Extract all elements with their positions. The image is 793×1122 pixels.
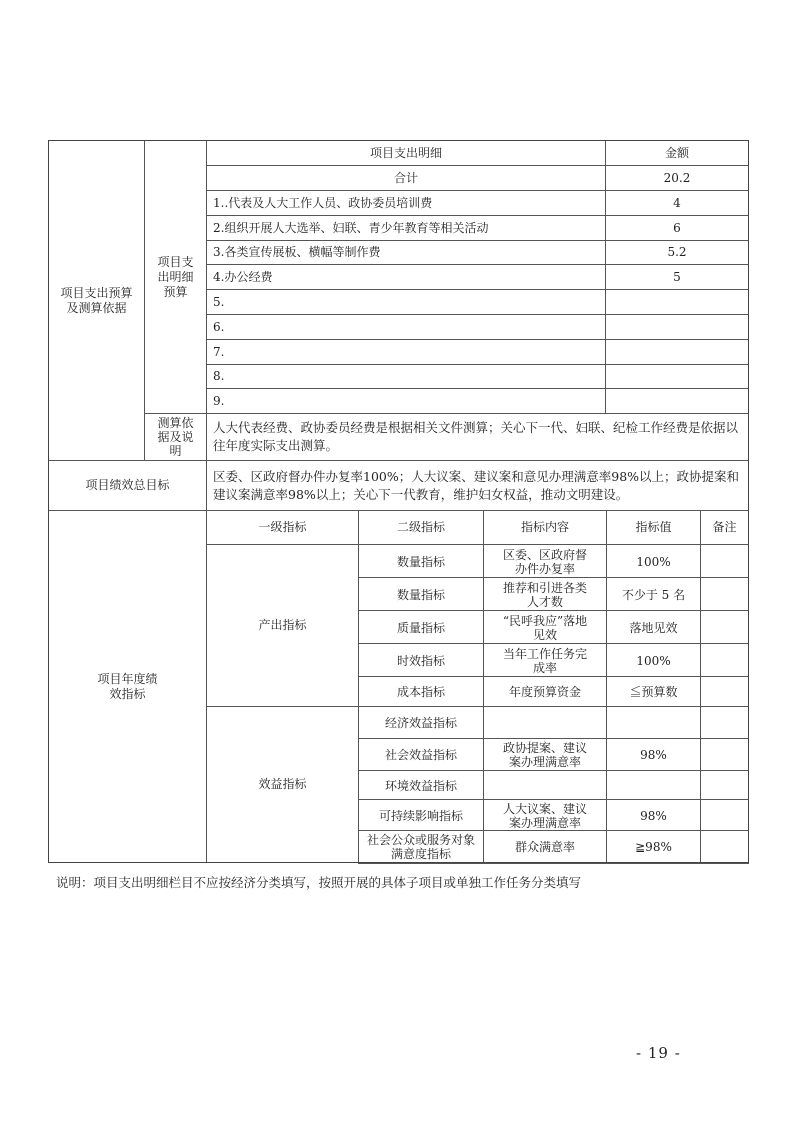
- level2-indicator-text: 数量指标: [396, 587, 445, 602]
- indicator-value: [606, 610, 701, 645]
- budget-item-amount: [605, 240, 749, 265]
- indicator-note: [700, 706, 749, 740]
- budget-item-amount: [605, 364, 749, 389]
- budget-item-amount-text: 4: [673, 195, 681, 210]
- budget-item-name-text: 5.: [213, 294, 225, 309]
- indicator-note: [700, 830, 749, 864]
- level2-indicator-text: 可持续影响指标: [378, 808, 463, 823]
- level2-indicator: [358, 610, 484, 645]
- indicators-label-text: 项目年度绩效指标: [97, 671, 158, 701]
- basis-label-text: 测算依据及说明: [157, 416, 194, 458]
- header-amount: [605, 140, 749, 166]
- header-value: [606, 510, 701, 545]
- level2-indicator-text: 环境效益指标: [384, 778, 457, 793]
- indicator-value: [606, 577, 701, 612]
- header-item: [206, 140, 606, 166]
- level2-indicator-text: 时效指标: [396, 653, 445, 668]
- indicator-value-text: 98%: [640, 748, 667, 762]
- indicator-value-text: ≧98%: [635, 840, 672, 854]
- budget-item-name: [206, 264, 606, 290]
- goal-label-text: 项目绩效总目标: [85, 478, 170, 492]
- budget-item-name: [206, 190, 606, 216]
- budget-item-name-text: 3.各类宣传展板、横幅等制作费: [213, 245, 381, 259]
- level2-indicator-text: 成本指标: [396, 685, 445, 699]
- basis-text-content: 人大代表经费、政协委员经费是根据相关文件测算；关心下一代、妇联、纪检工作经费是依据以往年度实际支出测算。: [213, 420, 739, 453]
- indicator-content: [483, 577, 607, 612]
- indicator-note: [700, 738, 749, 772]
- header-amount-text: 金额: [664, 145, 689, 160]
- budget-item-amount: [605, 190, 749, 216]
- header-item-text: 项目支出明细: [369, 145, 442, 160]
- indicator-value: [606, 799, 701, 832]
- page-number: - 19 -: [636, 1044, 681, 1062]
- goal-text: [206, 460, 749, 511]
- level2-indicator: [358, 544, 484, 579]
- indicator-content: [483, 610, 607, 645]
- indicator-content-text: 当年工作任务完成率: [502, 646, 587, 675]
- indicator-content-text: 推荐和引进各类人才数: [502, 580, 587, 609]
- level2-indicator: [358, 676, 484, 708]
- level1-indicator-text: 产出指标: [258, 618, 307, 632]
- budget-item-name-text: 4.办公经费: [213, 269, 273, 284]
- header-note: [700, 510, 749, 545]
- header-level2-text: 二级指标: [396, 520, 445, 534]
- budget-item-amount: [605, 264, 749, 290]
- budget-section-label: [48, 140, 145, 461]
- header-content: [483, 510, 607, 545]
- indicator-content-text: “民呼我应”落地见效: [502, 613, 588, 642]
- level2-indicator: [358, 706, 484, 740]
- indicator-note: [700, 770, 749, 801]
- indicator-content: [483, 676, 607, 708]
- indicator-value-text: 不少于 5 名: [621, 587, 686, 602]
- basis-text: [206, 413, 749, 461]
- level2-indicator-text: 经济效益指标: [384, 716, 457, 730]
- level2-indicator: [358, 577, 484, 612]
- indicator-note: [700, 799, 749, 832]
- budget-item-name: [206, 339, 606, 365]
- budget-item-name: [206, 314, 606, 340]
- indicator-value-text: 落地见效: [629, 620, 678, 635]
- indicator-value: [606, 770, 701, 801]
- detail-budget-label: [144, 140, 207, 414]
- total-amount: [605, 165, 749, 191]
- level2-indicator-text: 数量指标: [396, 554, 445, 569]
- budget-item-name-text: 8.: [213, 369, 225, 383]
- indicator-value-text: ≦预算数: [629, 685, 678, 699]
- indicator-content: [483, 643, 607, 678]
- budget-item-amount: [605, 314, 749, 340]
- indicator-content-text: 人大议案、建议案办理满意率: [502, 801, 587, 830]
- header-content-text: 指标内容: [520, 520, 569, 534]
- detail-budget-label-text: 项目支出明细预算: [157, 254, 194, 299]
- indicator-content-text: 政协提案、建议案办理满意率: [502, 741, 587, 769]
- budget-item-amount: [605, 388, 749, 414]
- goal-label: [48, 460, 207, 511]
- indicator-note: [700, 643, 749, 678]
- budget-item-name-text: 1..代表及人大工作人员、政协委员培训费: [213, 195, 433, 210]
- indicators-label: [48, 510, 207, 863]
- indicator-value-text: 98%: [640, 808, 667, 823]
- indicator-note: [700, 610, 749, 645]
- budget-item-amount: [605, 215, 749, 241]
- budget-item-name-text: 7.: [213, 344, 225, 359]
- level2-indicator: [358, 770, 484, 801]
- level1-indicator: [206, 544, 359, 707]
- budget-item-name-text: 9.: [213, 393, 225, 408]
- footnote: 说明：项目支出明细栏目不应按经济分类填写，按照开展的具体子项目或单独工作任务分类填写: [56, 875, 582, 890]
- indicator-note: [700, 544, 749, 579]
- budget-item-amount: [605, 339, 749, 365]
- budget-item-name-text: 2.组织开展人大选举、妇联、青少年教育等相关活动: [213, 220, 489, 235]
- budget-item-name: [206, 240, 606, 265]
- indicator-value: [606, 544, 701, 579]
- indicator-value: [606, 706, 701, 740]
- total-label: [206, 165, 606, 191]
- budget-item-name: [206, 364, 606, 389]
- budget-item-name-text: 6.: [213, 319, 225, 334]
- budget-item-amount-text: 6: [673, 220, 681, 235]
- level2-indicator: [358, 738, 484, 772]
- level1-indicator: [206, 706, 359, 863]
- level2-indicator-text: 社会公众或服务对象满意度指标: [367, 833, 476, 861]
- indicator-value: [606, 643, 701, 678]
- level2-indicator: [358, 799, 484, 832]
- level2-indicator: [358, 830, 484, 864]
- header-level1: [206, 510, 359, 545]
- indicator-content-text: 群众满意率: [514, 840, 575, 854]
- budget-item-amount: [605, 289, 749, 315]
- indicator-value: [606, 676, 701, 708]
- budget-section-label-text: 项目支出预算及测算依据: [60, 285, 133, 315]
- header-note-text: 备注: [712, 520, 737, 534]
- total-amount-text: 20.2: [663, 170, 691, 185]
- indicator-content: [483, 799, 607, 832]
- goal-text-content: 区委、区政府督办件办复率100%；人大议案、建议案和意见办理满意率98%以上；政协提案和建议案满意率98%以上；关心下一代教育，维护妇女权益，推动文明建设。: [213, 468, 740, 502]
- level2-indicator-text: 社会效益指标: [384, 748, 457, 762]
- indicator-note: [700, 577, 749, 612]
- indicator-content: [483, 830, 607, 864]
- total-label-text: 合计: [393, 170, 418, 185]
- indicator-value-text: 100%: [636, 554, 671, 569]
- header-level2: [358, 510, 484, 545]
- indicator-value: [606, 830, 701, 864]
- indicator-content: [483, 544, 607, 579]
- indicator-value: [606, 738, 701, 772]
- indicator-content-text: 年度预算资金: [508, 685, 581, 699]
- indicator-content: [483, 706, 607, 740]
- level1-indicator-text: 效益指标: [258, 777, 307, 791]
- indicator-content-text: 区委、区政府督办件办复率: [502, 547, 587, 576]
- indicator-value-text: 100%: [636, 653, 671, 668]
- indicator-note: [700, 676, 749, 708]
- budget-item-name: [206, 388, 606, 414]
- level2-indicator: [358, 643, 484, 678]
- indicator-content: [483, 738, 607, 772]
- level2-indicator-text: 质量指标: [396, 620, 445, 635]
- basis-label: [144, 413, 207, 461]
- budget-item-amount-text: 5: [673, 269, 681, 284]
- header-level1-text: 一级指标: [258, 520, 307, 534]
- header-value-text: 指标值: [635, 520, 672, 534]
- budget-item-name: [206, 215, 606, 241]
- budget-item-amount-text: 5.2: [667, 245, 687, 259]
- indicator-content: [483, 770, 607, 801]
- budget-item-name: [206, 289, 606, 315]
